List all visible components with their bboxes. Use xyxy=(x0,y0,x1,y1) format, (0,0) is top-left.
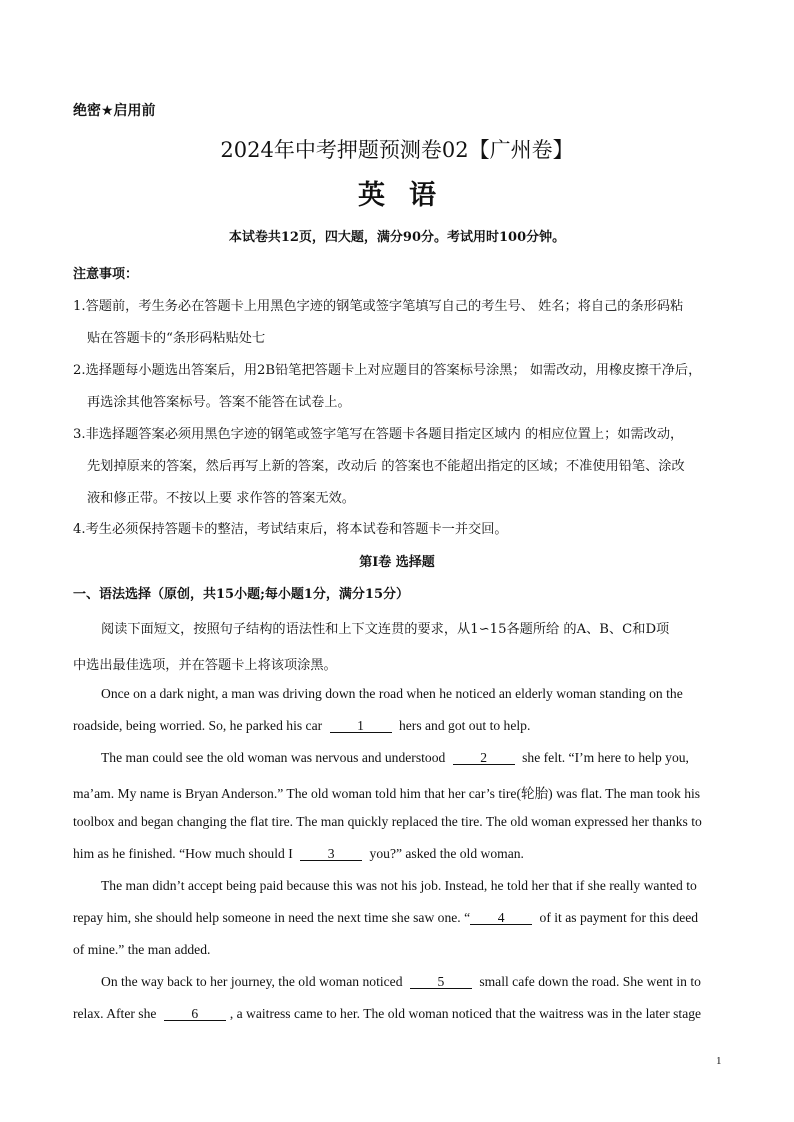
notice-line: 4.考生必须保持答题卡的整洁，考试结束后，将本试卷和答题卡一并交回。 xyxy=(73,522,508,537)
passage-line: roadside, being worried. So, he parked his car 1 hers and got out to help. xyxy=(73,718,531,733)
notice-heading: 注意事项： xyxy=(73,267,139,282)
answer-blank[interactable]: 2 xyxy=(453,751,515,765)
passage-line: of mine.” the man added. xyxy=(73,942,211,957)
passage-line: repay him, she should help someone in need the next time she saw one. “ 4 of it as payment for this deed xyxy=(73,910,699,925)
passage-line: him as he finished. “How much should I 3 you?” asked the old woman. xyxy=(73,846,524,861)
passage-line: The man could see the old woman was nervous and understood 2 she felt. “I’m here to help you, xyxy=(101,750,689,765)
notice-line: 液和修正带。不按以上要 求作答的答案无效。 xyxy=(87,491,355,506)
section-title: 第Ⅰ卷 选择题 xyxy=(359,555,435,570)
notice-line: 先划掉原来的答案，然后再写上新的答案，改动后 的答案也不能超出指定的区域；不准使用铅笔、涂改 xyxy=(87,459,685,474)
subject-title: 英语 xyxy=(358,180,460,211)
passage-line: Once on a dark night, a man was driving down the road when he noticed an elderly woman standing on the xyxy=(101,686,683,701)
passage-line: On the way back to her journey, the old woman noticed 5 small cafe down the road. She went in to xyxy=(101,974,701,989)
instruction-line: 阅读下面短文，按照句子结构的语法性和上下文连贯的要求，从1∽15各题所给 的A、B、C和D项 xyxy=(101,622,670,637)
passage-line: toolbox and began changing the flat tire. The man quickly replaced the tire. The old woman expressed her thanks to xyxy=(73,814,702,829)
passage-line: relax. After she 6 , a waitress came to her. The old woman noticed that the waitress was in the later stage xyxy=(73,1006,702,1021)
answer-blank[interactable]: 5 xyxy=(410,975,472,989)
passage-line: The man didn’t accept being paid because this was not his job. Instead, he told her that if she really wanted to xyxy=(101,878,697,893)
notice-line: 2.选择题每小题选出答案后，用2B铅笔把答题卡上对应题目的答案标号涂黑； 如需改动，用橡皮擦干净后， xyxy=(73,363,702,378)
notice-line: 3.非选择题答案必须用黑色字迹的钢笔或签字笔写在答题卡各题目指定区域内 的相应位置上；如需改动， xyxy=(73,427,684,442)
notice-line: 1.答题前，考生务必在答题卡上用黑色字迹的钢笔或签字笔填写自己的考生号、 姓名；将自己的条形码粘 xyxy=(73,299,684,314)
instruction-line: 中选出最佳选项，并在答题卡上将该项涂黑。 xyxy=(73,658,337,673)
exam-title: 2024年中考押题预测卷02【广州卷】 xyxy=(220,138,574,162)
answer-blank[interactable]: 3 xyxy=(300,847,362,861)
exam-info: 本试卷共12页，四大题，满分90分。考试用时100分钟。 xyxy=(228,230,566,245)
answer-blank[interactable]: 4 xyxy=(470,911,532,925)
page-number: 1 xyxy=(716,1055,722,1067)
notice-line: 贴在答题卡的“条形码粘贴处七 xyxy=(87,331,266,346)
confidential-label: 绝密★启用前 xyxy=(73,103,156,119)
notice-line: 再选涂其他答案标号。答案不能答在试卷上。 xyxy=(87,395,351,410)
part-heading: 一、语法选择（原创，共15小题;每小题1分，满分15分） xyxy=(73,587,410,602)
answer-blank[interactable]: 1 xyxy=(330,719,392,733)
answer-blank[interactable]: 6 xyxy=(164,1007,226,1021)
passage-line: ma’am. My name is Bryan Anderson.” The old woman told him that her car’s tire(轮胎) was flat. The man took his xyxy=(73,786,701,801)
